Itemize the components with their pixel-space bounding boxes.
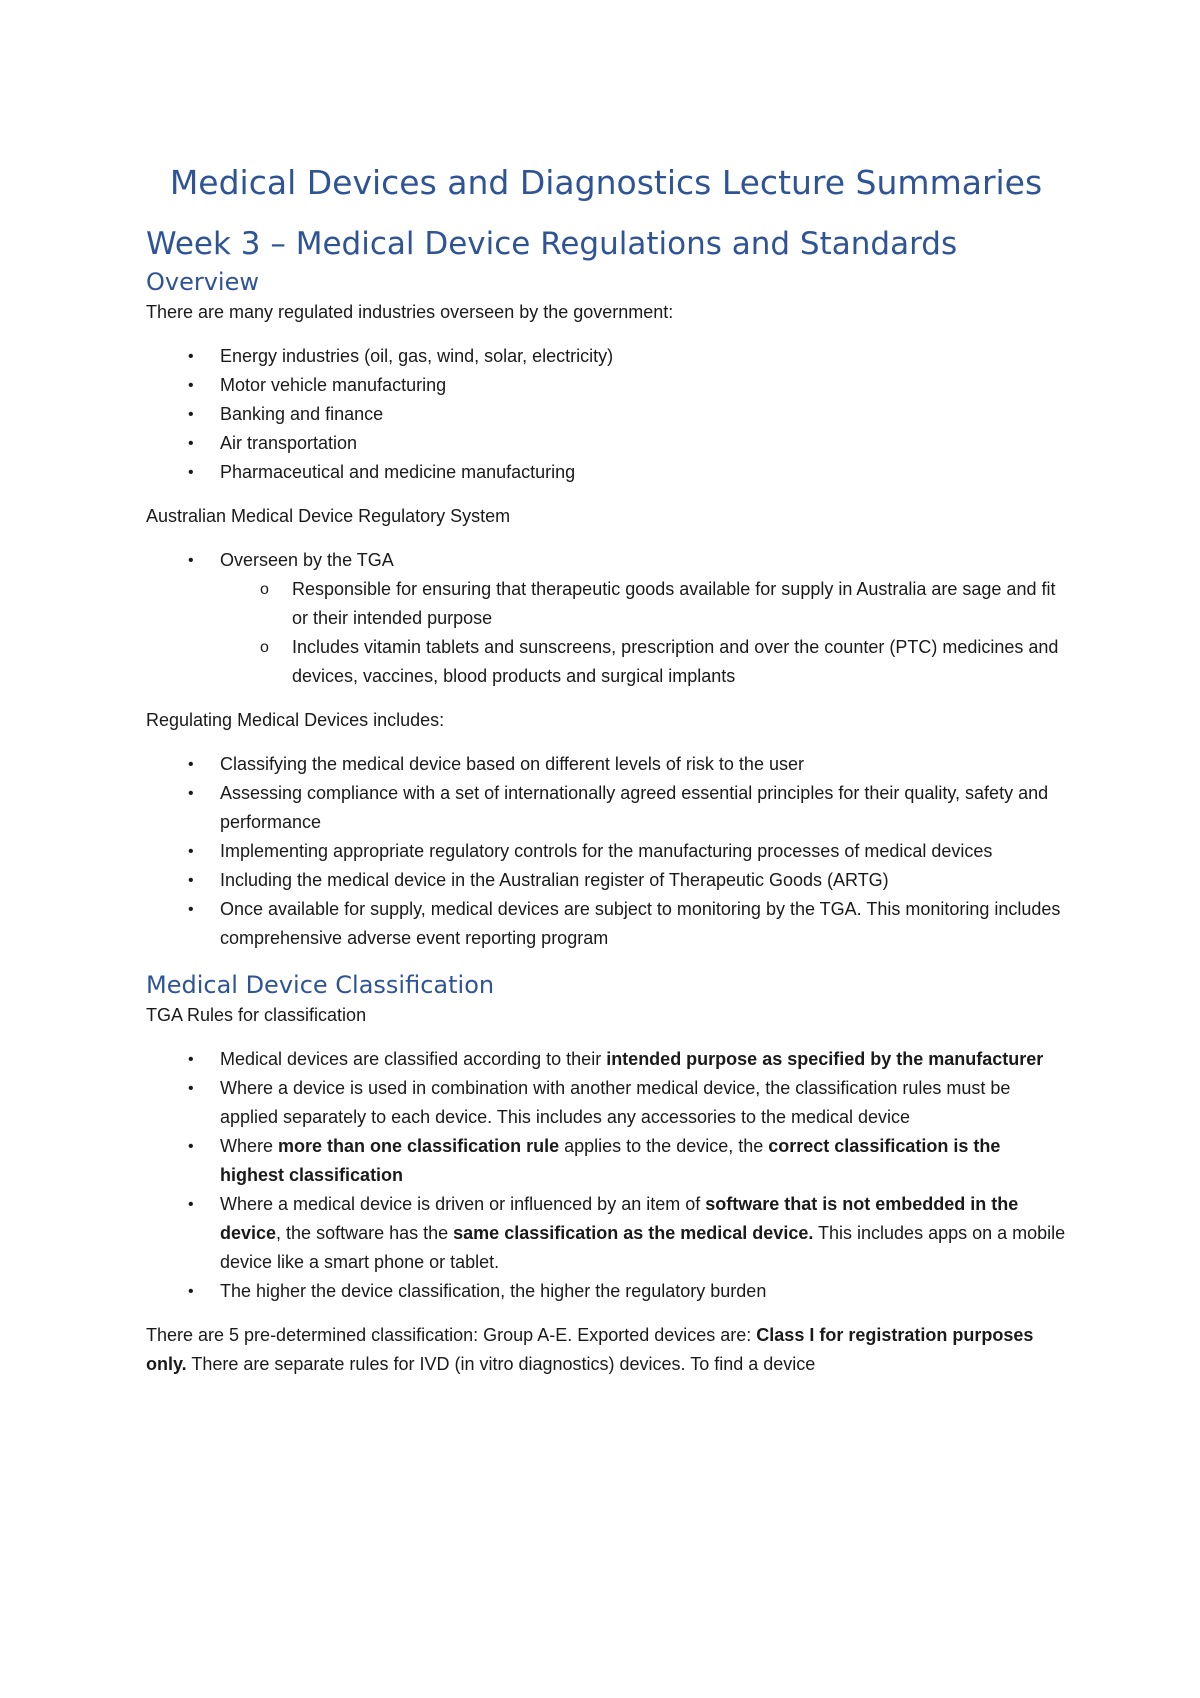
system-sub-list — [146, 575, 1066, 691]
list-item: • Where a medical device is driven or influenced by an item of software that is not embedded in the device, the software has the same classification as the medical device. This includes apps on a mobile device like a smart phone or tablet. — [146, 1190, 1066, 1277]
regulating-heading: Regulating Medical Devices includes: — [146, 710, 445, 730]
list-item: • Motor vehicle manufacturing — [146, 371, 1066, 400]
list-item: • Air transportation — [146, 429, 1066, 458]
sub-list-item: o Responsible for ensuring that therapeutic goods available for supply in Australia are sage and fit or their intended purpose — [146, 575, 1066, 633]
bullet-icon: • — [188, 843, 194, 860]
closing-paragraph: There are 5 pre-determined classification: Group A-E. Exported devices are: Class I for registration purposes only. There are separate rules for IVD (in vitro diagnostics) devices. To find a device — [146, 1325, 1034, 1374]
list-item: • Where a device is used in combination with another medical device, the classification rules must be applied separately to each device. This includes any accessories to the medical device — [146, 1074, 1066, 1132]
bullet-icon: • — [188, 406, 194, 423]
overview-heading: Overview — [146, 268, 259, 296]
bullet-icon: • — [188, 756, 194, 773]
bullet-icon: • — [188, 1051, 194, 1068]
bullet-icon: • — [188, 872, 194, 889]
rules-heading: TGA Rules for classification — [146, 1005, 367, 1025]
list-item: • Including the medical device in the Australian register of Therapeutic Goods (ARTG) — [146, 866, 1066, 895]
bullet-icon: • — [188, 348, 194, 365]
list-item: • Once available for supply, medical devices are subject to monitoring by the TGA. This monitoring includes comprehensive adverse event reporting program — [146, 895, 1066, 953]
document-title: Medical Devices and Diagnostics Lecture Summaries — [169, 163, 1043, 202]
bullet-icon: • — [188, 1196, 194, 1213]
classification-heading: Medical Device Classification — [146, 971, 495, 999]
list-item: • Classifying the medical device based on different levels of risk to the user — [146, 750, 1066, 779]
document-body — [146, 160, 1066, 1379]
sub-list-container — [146, 575, 1066, 691]
list-item: • Energy industries (oil, gas, wind, solar, electricity) — [146, 342, 1066, 371]
circle-bullet-icon: o — [260, 639, 269, 656]
bullet-icon: • — [188, 1080, 194, 1097]
list-item: • Where more than one classification rule applies to the device, the correct classification is the highest classification — [146, 1132, 1066, 1190]
bullet-icon: • — [188, 785, 194, 802]
regulating-list — [146, 750, 1066, 953]
system-heading: Australian Medical Device Regulatory System — [146, 506, 511, 526]
list-item: • Overseen by the TGA — [146, 546, 1066, 575]
sub-list-item: o Includes vitamin tablets and sunscreens, prescription and over the counter (PTC) medicines and devices, vaccines, blood products and surgical implants — [146, 633, 1066, 691]
bullet-icon: • — [188, 435, 194, 452]
bullet-icon: • — [188, 901, 194, 918]
industries-list — [146, 342, 1066, 487]
list-item: • Banking and finance — [146, 400, 1066, 429]
bullet-icon: • — [188, 377, 194, 394]
bullet-icon: • — [188, 464, 194, 481]
list-item: • Pharmaceutical and medicine manufacturing — [146, 458, 1066, 487]
overview-intro: There are many regulated industries overseen by the government: — [146, 302, 674, 322]
bullet-icon: • — [188, 552, 194, 569]
rules-list — [146, 1045, 1066, 1306]
circle-bullet-icon: o — [260, 581, 269, 598]
list-item: • Assessing compliance with a set of internationally agreed essential principles for their quality, safety and performance — [146, 779, 1066, 837]
list-item: • The higher the device classification, the higher the regulatory burden — [146, 1277, 1066, 1306]
list-item: • Medical devices are classified according to their intended purpose as specified by the manufacturer — [146, 1045, 1066, 1074]
system-list — [146, 546, 1066, 691]
week-heading: Week 3 – Medical Device Regulations and Standards — [146, 226, 958, 262]
bullet-icon: • — [188, 1138, 194, 1155]
list-item: • Implementing appropriate regulatory controls for the manufacturing processes of medical devices — [146, 837, 1066, 866]
bullet-icon: • — [188, 1283, 194, 1300]
